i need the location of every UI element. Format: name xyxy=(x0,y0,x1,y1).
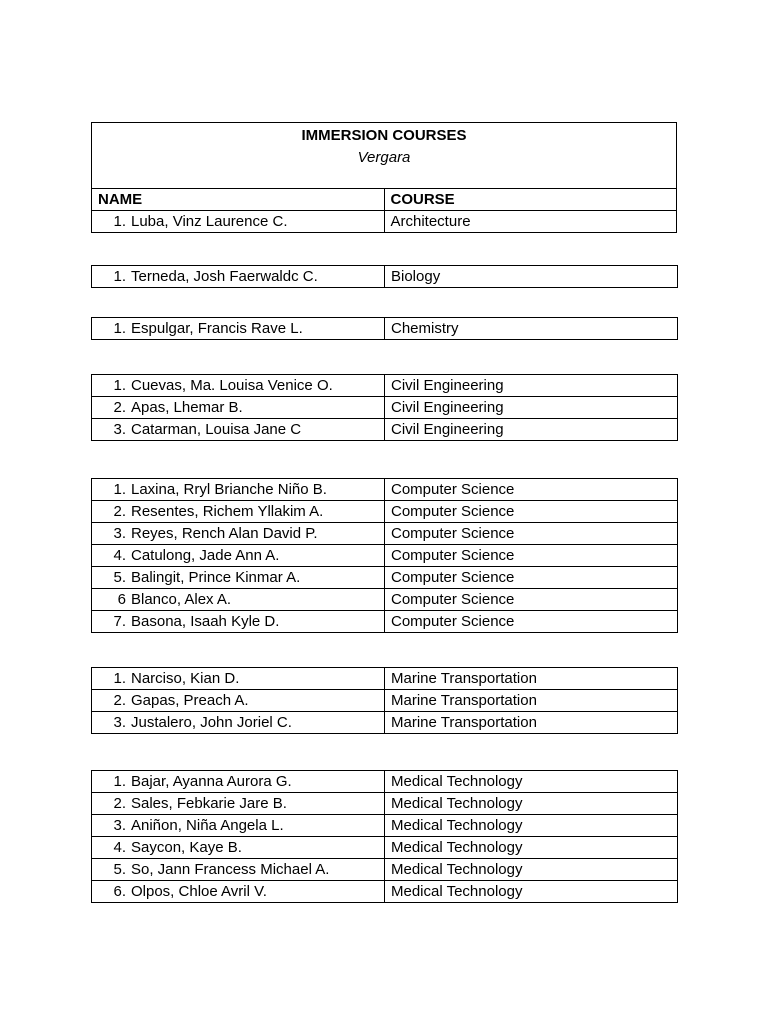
course-cell: Computer Science xyxy=(385,589,678,611)
course-cell: Medical Technology xyxy=(385,793,678,815)
column-header-course: COURSE xyxy=(384,189,677,211)
table-row xyxy=(92,712,678,734)
student-name: Luba, Vinz Laurence C. xyxy=(131,213,288,230)
name-cell xyxy=(92,545,385,567)
row-number: 2. xyxy=(113,399,126,416)
row-number: 3. xyxy=(113,817,126,834)
row-number: 1. xyxy=(113,670,126,687)
course-cell: Marine Transportation xyxy=(385,668,678,690)
course-cell: Marine Transportation xyxy=(385,690,678,712)
student-name: Resentes, Richem Yllakim A. xyxy=(131,503,324,520)
table-row xyxy=(92,837,678,859)
student-name: Laxina, Rryl Brianche Niño B. xyxy=(131,481,327,498)
course-group-table xyxy=(91,478,678,633)
table-row xyxy=(92,211,677,233)
student-name: Olpos, Chloe Avril V. xyxy=(131,883,267,900)
table-row xyxy=(92,375,678,397)
student-name: Catulong, Jade Ann A. xyxy=(131,547,280,564)
table-row xyxy=(92,545,678,567)
name-cell xyxy=(92,479,385,501)
course-cell: Chemistry xyxy=(385,318,678,340)
name-cell xyxy=(92,690,385,712)
course-group-table xyxy=(91,265,678,288)
course-cell: Medical Technology xyxy=(385,859,678,881)
row-number: 1. xyxy=(113,268,126,285)
course-cell: Computer Science xyxy=(385,611,678,633)
table-row xyxy=(92,611,678,633)
row-number: 6 xyxy=(117,591,126,608)
table-row xyxy=(92,523,678,545)
header-table xyxy=(91,122,677,233)
row-number: 7. xyxy=(113,613,126,630)
table-row xyxy=(92,690,678,712)
course-cell: Medical Technology xyxy=(385,837,678,859)
row-number: 3. xyxy=(113,421,126,438)
column-header-name: NAME xyxy=(92,189,385,211)
document-subtitle: Vergara xyxy=(357,149,411,166)
course-cell: Computer Science xyxy=(385,479,678,501)
course-cell: Marine Transportation xyxy=(385,712,678,734)
row-number: 3. xyxy=(113,714,126,731)
row-number: 2. xyxy=(113,503,126,520)
table-row xyxy=(92,881,678,903)
row-number: 1. xyxy=(113,320,126,337)
table-row xyxy=(92,793,678,815)
row-number: 6. xyxy=(113,883,126,900)
name-cell xyxy=(92,837,385,859)
course-cell: Computer Science xyxy=(385,545,678,567)
student-name: Cuevas, Ma. Louisa Venice O. xyxy=(131,377,333,394)
row-number: 1. xyxy=(113,481,126,498)
student-name: Blanco, Alex A. xyxy=(131,591,232,608)
student-name: Balingit, Prince Kinmar A. xyxy=(131,569,301,586)
name-cell xyxy=(92,211,385,233)
student-name: Catarman, Louisa Jane C xyxy=(131,421,302,438)
student-name: Reyes, Rench Alan David P. xyxy=(131,525,318,542)
table-row xyxy=(92,589,678,611)
table-row xyxy=(92,501,678,523)
name-cell xyxy=(92,881,385,903)
name-cell xyxy=(92,793,385,815)
course-cell: Computer Science xyxy=(385,523,678,545)
table-row xyxy=(92,567,678,589)
course-group-table xyxy=(91,374,678,441)
course-cell: Medical Technology xyxy=(385,771,678,793)
name-cell xyxy=(92,375,385,397)
student-name: Terneda, Josh Faerwaldc C. xyxy=(131,268,318,285)
row-number: 4. xyxy=(113,839,126,856)
name-cell xyxy=(92,419,385,441)
table-row xyxy=(92,771,678,793)
student-name: Narciso, Kian D. xyxy=(131,670,240,687)
student-name: Sales, Febkarie Jare B. xyxy=(131,795,287,812)
course-cell: Computer Science xyxy=(385,567,678,589)
row-number: 1. xyxy=(113,773,126,790)
name-cell xyxy=(92,318,385,340)
name-cell xyxy=(92,815,385,837)
course-cell: Civil Engineering xyxy=(385,419,678,441)
course-cell: Biology xyxy=(385,266,678,288)
row-number: 3. xyxy=(113,525,126,542)
name-cell xyxy=(92,771,385,793)
table-row xyxy=(92,419,678,441)
row-number: 4. xyxy=(113,547,126,564)
table-row xyxy=(92,859,678,881)
title-cell xyxy=(92,123,677,189)
table-row xyxy=(92,397,678,419)
course-cell: Computer Science xyxy=(385,501,678,523)
student-name: Justalero, John Joriel C. xyxy=(131,714,292,731)
name-cell xyxy=(92,567,385,589)
row-number: 1. xyxy=(113,377,126,394)
course-cell: Medical Technology xyxy=(385,881,678,903)
row-number: 1. xyxy=(113,213,126,230)
row-number: 2. xyxy=(113,692,126,709)
name-cell xyxy=(92,589,385,611)
row-number: 5. xyxy=(113,569,126,586)
name-cell xyxy=(92,611,385,633)
table-row xyxy=(92,318,678,340)
course-group-table xyxy=(91,317,678,340)
student-name: Aniñon, Niña Angela L. xyxy=(131,817,284,834)
row-number: 2. xyxy=(113,795,126,812)
course-cell: Civil Engineering xyxy=(385,375,678,397)
name-cell xyxy=(92,523,385,545)
student-name: So, Jann Francess Michael A. xyxy=(131,861,330,878)
name-cell xyxy=(92,668,385,690)
course-cell: Medical Technology xyxy=(385,815,678,837)
student-name: Saycon, Kaye B. xyxy=(131,839,242,856)
course-cell: Civil Engineering xyxy=(385,397,678,419)
student-name: Espulgar, Francis Rave L. xyxy=(131,320,303,337)
student-name: Gapas, Preach A. xyxy=(131,692,249,709)
name-cell xyxy=(92,501,385,523)
name-cell xyxy=(92,397,385,419)
table-row xyxy=(92,668,678,690)
course-group-table xyxy=(91,770,678,903)
course-group-table xyxy=(91,667,678,734)
table-row xyxy=(92,266,678,288)
student-name: Apas, Lhemar B. xyxy=(131,399,243,416)
student-name: Bajar, Ayanna Aurora G. xyxy=(131,773,292,790)
table-row xyxy=(92,479,678,501)
course-cell: Architecture xyxy=(384,211,677,233)
student-name: Basona, Isaah Kyle D. xyxy=(131,613,280,630)
name-cell xyxy=(92,712,385,734)
name-cell xyxy=(92,859,385,881)
row-number: 5. xyxy=(113,861,126,878)
table-row xyxy=(92,815,678,837)
name-cell xyxy=(92,266,385,288)
document-title: IMMERSION COURSES xyxy=(301,127,467,144)
